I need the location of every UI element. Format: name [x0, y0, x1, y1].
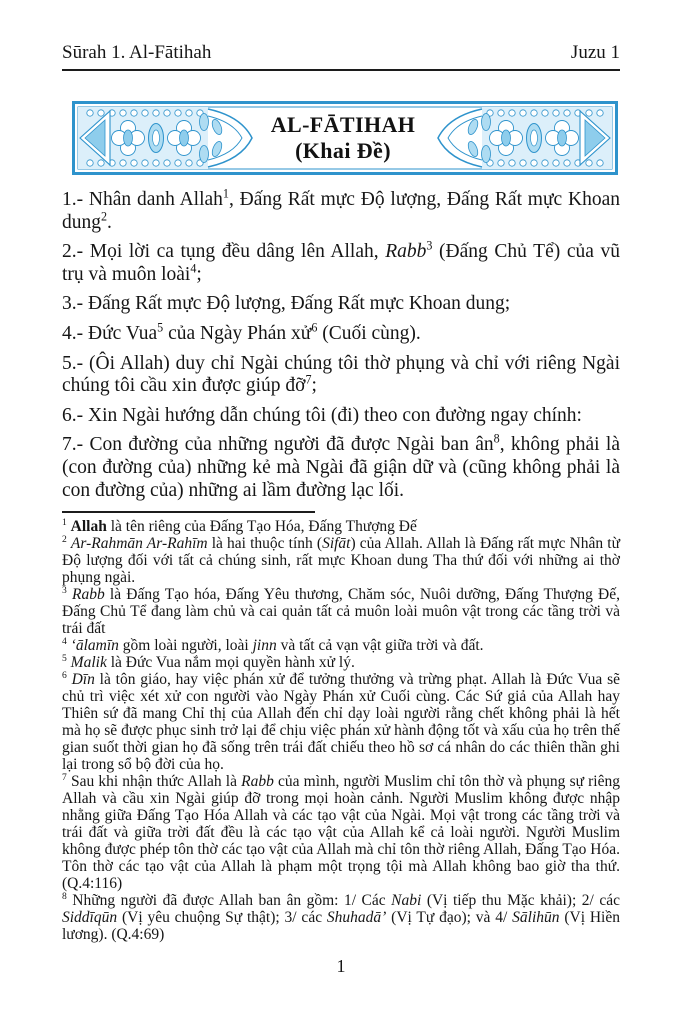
verses-section — [62, 186, 620, 502]
footnote-7: $^7$ Sau khi nhận thức Allah là Rabb của mình, người Muslim chỉ tôn thờ và phụng sự riêng Allah và cầu xin Ngài giúp đỡ trong mọi hoàn cảnh. Người Muslim không được nhập nhằng giữa Đấng Tạo Hóa Allah và các tạo vật của Ngài. Mọi vật trong các tầng trời và trái đất và giữa trời đất đều là các tạo vật của Allah kể cả loài người. Người Muslim không được phép tôn thờ các tạo vật của Allah mà chỉ tôn thờ riêng Allah, Đấng Tạo Hóa. Tôn thờ các tạo vật của Allah là phạm một trọng tội mà Allah không bao giờ tha thứ. (Q.4:116) — [62, 771, 620, 893]
verse-7: 7.- Con đường của những người đã được Ngài ban $ân^8$, không phải là (con đường của) những kẻ mà Ngài đã giận dữ và (cũng không phải là con đường của) những ai lầm đường lạc lối. — [62, 431, 620, 501]
footnote-3: $^3$ Rabb là Đấng Tạo hóa, Đấng Yêu thương, Chăm sóc, Nuôi dưỡng, Đấng Thượng Đế, Đấng Chủ Tể đang làm chủ và cai quản tất cả muôn loài muôn vật trong các tầng trời và trái đất — [62, 584, 620, 638]
footnote-2: $^2$ Ar-Rahmān Ar-Rahīm là hai thuộc tính (Sifāt) của Allah. Allah là Đấng rất mực Nhân từ Độ lượng đối với tất cả chúng sinh, rất mực Khoan dung Tha thứ đối với những ai thờ phụng ngài. — [62, 533, 621, 587]
footnote-separator — [62, 511, 315, 513]
header-juzu-label: Juzu 1 — [570, 42, 620, 63]
page-footer — [0, 956, 682, 977]
footnote-5: $^5$ Malik là Đức Vua nắm mọi quyền hành xử lý. — [62, 652, 355, 672]
verse-4: 4.- Đức Vua$^5$ của Ngày Phán xử$^6$ (Cuối cùng). — [62, 320, 421, 344]
footnote-6: $^6$ Dīn là tôn giáo, hay việc phán xử để tưởng thưởng và trừng phạt. Allah là Đức Vua sẽ chủ trì việc xét xử con người vào Ngày Phán xử Cuối cùng. Các Sứ giả của Allah hay Thiên sứ đã mang Chỉ thị của Allah đến chỉ dạy loài người rằng chết không phải là hết mà họ sẽ được phục sinh trở lại để chịu việc phán xử hành động tốt và xấu của họ trên thế gian suốt thời gian họ đã sống trên trái đất chiếu theo hồ sơ cá nhân do các thiên thần ghi lại trong sổ bộ đời của họ. — [62, 669, 620, 774]
surah-title-text — [72, 101, 614, 175]
verse-1: 1.- Nhân danh Allah$^1$, Đấng Rất mực Độ lượng, Đấng Rất mực Khoan dung$^2$. — [62, 186, 620, 233]
surah-subtitle: (Khai Đề) — [295, 138, 391, 163]
footnote-1: $^1$ Allah là tên riêng của Đấng Tạo Hóa, Đấng Thượng Đế — [62, 516, 417, 536]
verse-6: 6.- Xin Ngài hướng dẫn chúng tôi (đi) theo con đường ngay chính: — [62, 404, 582, 426]
page-number: 1 — [336, 956, 346, 976]
verse-2: 2.- Mọi lời ca tụng đều dâng lên Allah, Rabb$^3$ (Đấng Chủ Tể) của vũ trụ và muôn loài$^4$; — [62, 238, 620, 285]
verse-3: 3.- Đấng Rất mực Độ lượng, Đấng Rất mực Khoan dung; — [62, 293, 511, 315]
surah-title: AL-FĀTIHAH — [270, 112, 416, 138]
footnotes-section — [62, 518, 620, 943]
footnote-8: $^8$ Những người đã được Allah ban ân gồm: 1/ Các Nabi (Vị tiếp thu Mặc khải); 2/ các Siddīqūn (Vị yêu chuộng Sự thật); 3/ các Shuhadā’ (Vị Tự đạo); và 4/ Sālihūn (Vị Hiền lương). (Q.4:69) — [62, 890, 620, 944]
running-header — [62, 42, 620, 71]
surah-title-box — [72, 101, 614, 175]
header-surah-label: Sūrah 1. Al-Fātihah — [62, 42, 212, 63]
verse-5: 5.- (Ôi Allah) duy chỉ Ngài chúng tôi thờ phụng và chỉ với riêng Ngài chúng tôi cầu xin được giúp đỡ$^7$; — [62, 352, 620, 397]
footnote-4: $^4$ ‘ālamīn gồm loài người, loài jinn và tất cả vạn vật giữa trời và đất. — [62, 635, 484, 655]
